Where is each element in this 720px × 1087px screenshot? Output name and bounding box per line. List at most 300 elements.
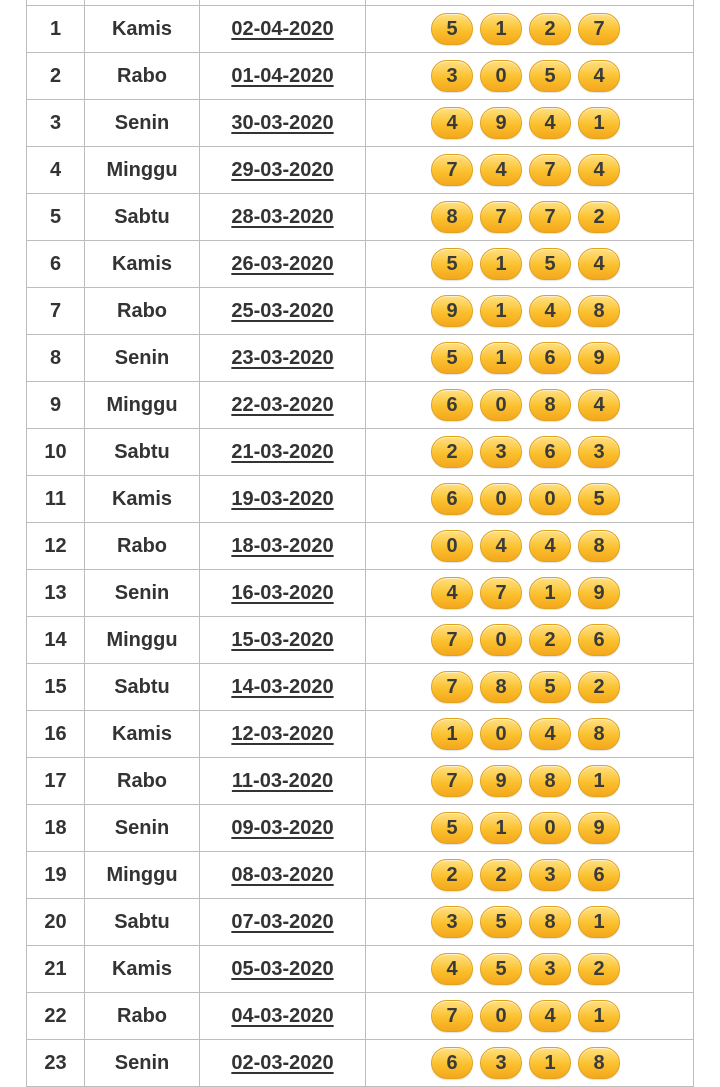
date-link[interactable]: 07-03-2020 bbox=[231, 910, 334, 933]
result-digit-ball: 4 bbox=[431, 577, 473, 609]
row-result bbox=[366, 429, 694, 476]
row-date bbox=[200, 664, 366, 711]
row-date bbox=[200, 335, 366, 382]
table-row bbox=[27, 382, 694, 429]
table-row bbox=[27, 6, 694, 53]
result-digit-ball: 4 bbox=[529, 1000, 571, 1032]
result-digit-ball: 2 bbox=[431, 436, 473, 468]
row-number bbox=[27, 194, 85, 241]
result-digit-ball: 8 bbox=[529, 765, 571, 797]
result-digit-ball: 3 bbox=[431, 60, 473, 92]
result-digit-ball: 3 bbox=[431, 906, 473, 938]
result-digit-ball: 5 bbox=[529, 248, 571, 280]
row-date bbox=[200, 570, 366, 617]
row-number-text: 9 bbox=[49, 393, 62, 416]
result-digit-ball: 3 bbox=[480, 1047, 522, 1079]
row-day bbox=[85, 100, 200, 147]
result-digit-ball: 1 bbox=[480, 295, 522, 327]
result-digit-ball: 4 bbox=[529, 530, 571, 562]
date-link[interactable]: 28-03-2020 bbox=[231, 205, 334, 228]
result-balls bbox=[366, 1047, 693, 1079]
row-number-text: 12 bbox=[44, 534, 67, 557]
result-digit-ball: 1 bbox=[480, 248, 522, 280]
row-number-text: 22 bbox=[44, 1004, 67, 1027]
row-day-text: Minggu bbox=[106, 628, 178, 651]
row-date bbox=[200, 194, 366, 241]
result-digit-ball: 7 bbox=[480, 201, 522, 233]
result-digit-ball: 7 bbox=[529, 201, 571, 233]
result-digit-ball: 8 bbox=[529, 389, 571, 421]
result-balls bbox=[366, 389, 693, 421]
result-digit-ball: 4 bbox=[578, 248, 620, 280]
date-link[interactable]: 15-03-2020 bbox=[231, 628, 334, 651]
row-result bbox=[366, 899, 694, 946]
table-row bbox=[27, 993, 694, 1040]
result-digit-ball: 5 bbox=[431, 812, 473, 844]
row-number-text: 3 bbox=[49, 111, 62, 134]
result-digit-ball: 4 bbox=[529, 107, 571, 139]
result-digit-ball: 7 bbox=[480, 577, 522, 609]
result-digit-ball: 1 bbox=[480, 13, 522, 45]
result-digit-ball: 1 bbox=[529, 1047, 571, 1079]
result-digit-ball: 5 bbox=[480, 953, 522, 985]
result-digit-ball: 8 bbox=[578, 1047, 620, 1079]
row-day bbox=[85, 1040, 200, 1087]
result-digit-ball: 6 bbox=[431, 389, 473, 421]
row-result bbox=[366, 382, 694, 429]
row-day-text: Rabo bbox=[117, 769, 167, 792]
row-day bbox=[85, 805, 200, 852]
result-digit-ball: 2 bbox=[578, 201, 620, 233]
row-number bbox=[27, 429, 85, 476]
result-digit-ball: 5 bbox=[431, 342, 473, 374]
date-link[interactable]: 23-03-2020 bbox=[231, 346, 334, 369]
result-digit-ball: 3 bbox=[578, 436, 620, 468]
row-number bbox=[27, 852, 85, 899]
row-result bbox=[366, 758, 694, 805]
row-number bbox=[27, 570, 85, 617]
table-row bbox=[27, 1040, 694, 1087]
result-digit-ball: 0 bbox=[480, 1000, 522, 1032]
table-row bbox=[27, 335, 694, 382]
date-link[interactable]: 21-03-2020 bbox=[231, 440, 334, 463]
row-day bbox=[85, 288, 200, 335]
result-balls bbox=[366, 577, 693, 609]
result-digit-ball: 9 bbox=[480, 107, 522, 139]
row-number bbox=[27, 241, 85, 288]
result-digit-ball: 6 bbox=[578, 859, 620, 891]
row-day-text: Rabo bbox=[117, 64, 167, 87]
date-link[interactable]: 08-03-2020 bbox=[231, 863, 334, 886]
result-digit-ball: 5 bbox=[529, 671, 571, 703]
date-link[interactable]: 18-03-2020 bbox=[231, 534, 334, 557]
result-balls bbox=[366, 295, 693, 327]
row-number-text: 23 bbox=[44, 1051, 67, 1074]
row-day-text: Rabo bbox=[117, 534, 167, 557]
row-result bbox=[366, 664, 694, 711]
row-number-text: 11 bbox=[44, 487, 67, 510]
row-day-text: Senin bbox=[114, 816, 170, 839]
result-digit-ball: 1 bbox=[578, 1000, 620, 1032]
row-result bbox=[366, 194, 694, 241]
result-digit-ball: 5 bbox=[431, 248, 473, 280]
row-number-text: 4 bbox=[49, 158, 62, 181]
table-row bbox=[27, 805, 694, 852]
result-digit-ball: 0 bbox=[480, 389, 522, 421]
result-balls bbox=[366, 906, 693, 938]
results-table bbox=[26, 0, 694, 1087]
row-number bbox=[27, 53, 85, 100]
row-day bbox=[85, 946, 200, 993]
row-result bbox=[366, 53, 694, 100]
result-digit-ball: 9 bbox=[578, 577, 620, 609]
row-result bbox=[366, 617, 694, 664]
result-balls bbox=[366, 718, 693, 750]
date-link[interactable]: 22-03-2020 bbox=[231, 393, 334, 416]
result-digit-ball: 0 bbox=[480, 483, 522, 515]
result-balls bbox=[366, 953, 693, 985]
row-date bbox=[200, 53, 366, 100]
result-digit-ball: 0 bbox=[480, 624, 522, 656]
row-number bbox=[27, 382, 85, 429]
row-date bbox=[200, 241, 366, 288]
row-number-text: 1 bbox=[49, 17, 62, 40]
table-row bbox=[27, 946, 694, 993]
row-date bbox=[200, 6, 366, 53]
row-number bbox=[27, 100, 85, 147]
row-number-text: 21 bbox=[44, 957, 67, 980]
result-digit-ball: 3 bbox=[529, 859, 571, 891]
row-date bbox=[200, 288, 366, 335]
row-result bbox=[366, 993, 694, 1040]
row-result bbox=[366, 946, 694, 993]
table-row bbox=[27, 570, 694, 617]
result-digit-ball: 6 bbox=[578, 624, 620, 656]
result-digit-ball: 0 bbox=[529, 812, 571, 844]
result-digit-ball: 2 bbox=[529, 624, 571, 656]
date-link[interactable]: 16-03-2020 bbox=[231, 581, 334, 604]
result-digit-ball: 2 bbox=[578, 671, 620, 703]
row-date bbox=[200, 946, 366, 993]
date-link[interactable]: 14-03-2020 bbox=[231, 675, 334, 698]
row-day-text: Rabo bbox=[117, 299, 167, 322]
result-digit-ball: 1 bbox=[480, 342, 522, 374]
result-digit-ball: 4 bbox=[578, 60, 620, 92]
result-balls bbox=[366, 1000, 693, 1032]
table-row bbox=[27, 758, 694, 805]
result-digit-ball: 9 bbox=[578, 342, 620, 374]
result-digit-ball: 1 bbox=[431, 718, 473, 750]
row-number-text: 6 bbox=[49, 252, 62, 275]
row-result bbox=[366, 335, 694, 382]
row-day bbox=[85, 476, 200, 523]
result-balls bbox=[366, 201, 693, 233]
row-number-text: 5 bbox=[49, 205, 62, 228]
row-day-text: Minggu bbox=[106, 158, 178, 181]
table-row bbox=[27, 194, 694, 241]
row-result bbox=[366, 570, 694, 617]
row-number-text: 16 bbox=[44, 722, 67, 745]
date-link[interactable]: 29-03-2020 bbox=[231, 158, 334, 181]
result-digit-ball: 5 bbox=[529, 60, 571, 92]
row-number-text: 19 bbox=[44, 863, 67, 886]
result-digit-ball: 6 bbox=[431, 1047, 473, 1079]
row-date bbox=[200, 523, 366, 570]
table-row bbox=[27, 241, 694, 288]
row-day-text: Kamis bbox=[111, 252, 173, 275]
result-balls bbox=[366, 342, 693, 374]
result-digit-ball: 8 bbox=[529, 906, 571, 938]
table-row bbox=[27, 711, 694, 758]
result-digit-ball: 1 bbox=[578, 765, 620, 797]
row-number-text: 14 bbox=[44, 628, 67, 651]
row-number bbox=[27, 1040, 85, 1087]
result-digit-ball: 4 bbox=[578, 154, 620, 186]
date-link[interactable]: 11-03-2020 bbox=[231, 769, 334, 792]
result-digit-ball: 9 bbox=[480, 765, 522, 797]
row-number bbox=[27, 664, 85, 711]
result-digit-ball: 9 bbox=[431, 295, 473, 327]
date-link[interactable]: 26-03-2020 bbox=[231, 252, 334, 275]
row-result bbox=[366, 711, 694, 758]
table-row bbox=[27, 100, 694, 147]
result-digit-ball: 8 bbox=[578, 530, 620, 562]
row-day-text: Minggu bbox=[106, 393, 178, 416]
table-row bbox=[27, 664, 694, 711]
result-balls bbox=[366, 624, 693, 656]
row-day bbox=[85, 382, 200, 429]
result-digit-ball: 8 bbox=[578, 718, 620, 750]
result-digit-ball: 7 bbox=[578, 13, 620, 45]
date-link[interactable]: 25-03-2020 bbox=[231, 299, 334, 322]
result-balls bbox=[366, 13, 693, 45]
date-link[interactable]: 05-03-2020 bbox=[231, 957, 334, 980]
result-digit-ball: 7 bbox=[431, 624, 473, 656]
result-balls bbox=[366, 436, 693, 468]
row-number bbox=[27, 805, 85, 852]
result-balls bbox=[366, 483, 693, 515]
row-number-text: 17 bbox=[44, 769, 67, 792]
date-link[interactable]: 02-04-2020 bbox=[231, 17, 334, 40]
date-link[interactable]: 30-03-2020 bbox=[231, 111, 334, 134]
result-balls bbox=[366, 765, 693, 797]
result-digit-ball: 0 bbox=[431, 530, 473, 562]
table-row bbox=[27, 617, 694, 664]
row-date bbox=[200, 993, 366, 1040]
result-digit-ball: 4 bbox=[431, 107, 473, 139]
date-link[interactable]: 12-03-2020 bbox=[231, 722, 334, 745]
result-digit-ball: 9 bbox=[578, 812, 620, 844]
row-result bbox=[366, 288, 694, 335]
row-day-text: Senin bbox=[114, 581, 170, 604]
row-number bbox=[27, 758, 85, 805]
row-day-text: Kamis bbox=[111, 487, 173, 510]
row-date bbox=[200, 617, 366, 664]
table-row bbox=[27, 523, 694, 570]
row-day-text: Kamis bbox=[111, 17, 173, 40]
result-digit-ball: 7 bbox=[431, 154, 473, 186]
row-number bbox=[27, 617, 85, 664]
date-link[interactable]: 19-03-2020 bbox=[231, 487, 334, 510]
row-day bbox=[85, 570, 200, 617]
row-day bbox=[85, 335, 200, 382]
result-digit-ball: 5 bbox=[578, 483, 620, 515]
row-number bbox=[27, 993, 85, 1040]
row-date bbox=[200, 382, 366, 429]
result-digit-ball: 8 bbox=[578, 295, 620, 327]
row-day-text: Sabtu bbox=[114, 205, 170, 228]
row-day bbox=[85, 53, 200, 100]
row-number bbox=[27, 523, 85, 570]
row-number bbox=[27, 6, 85, 53]
row-date bbox=[200, 711, 366, 758]
result-balls bbox=[366, 248, 693, 280]
result-digit-ball: 4 bbox=[431, 953, 473, 985]
row-result bbox=[366, 1040, 694, 1087]
result-balls bbox=[366, 107, 693, 139]
result-digit-ball: 2 bbox=[578, 953, 620, 985]
result-digit-ball: 0 bbox=[480, 60, 522, 92]
row-number bbox=[27, 946, 85, 993]
table-row bbox=[27, 429, 694, 476]
result-digit-ball: 4 bbox=[529, 295, 571, 327]
row-day-text: Rabo bbox=[117, 1004, 167, 1027]
table-row bbox=[27, 53, 694, 100]
result-digit-ball: 8 bbox=[480, 671, 522, 703]
result-digit-ball: 2 bbox=[480, 859, 522, 891]
row-day bbox=[85, 711, 200, 758]
result-digit-ball: 3 bbox=[480, 436, 522, 468]
result-digit-ball: 7 bbox=[431, 671, 473, 703]
row-result bbox=[366, 523, 694, 570]
row-day bbox=[85, 523, 200, 570]
row-result bbox=[366, 147, 694, 194]
row-day-text: Kamis bbox=[111, 722, 173, 745]
row-day-text: Senin bbox=[114, 1051, 170, 1074]
result-digit-ball: 0 bbox=[480, 718, 522, 750]
result-balls bbox=[366, 60, 693, 92]
result-digit-ball: 6 bbox=[529, 436, 571, 468]
row-day bbox=[85, 899, 200, 946]
result-digit-ball: 7 bbox=[431, 1000, 473, 1032]
date-link[interactable]: 09-03-2020 bbox=[231, 816, 334, 839]
row-date bbox=[200, 476, 366, 523]
row-date bbox=[200, 805, 366, 852]
row-result bbox=[366, 852, 694, 899]
row-date bbox=[200, 100, 366, 147]
row-result bbox=[366, 476, 694, 523]
row-day bbox=[85, 993, 200, 1040]
row-date bbox=[200, 758, 366, 805]
row-number-text: 7 bbox=[49, 299, 62, 322]
row-day bbox=[85, 194, 200, 241]
result-digit-ball: 0 bbox=[529, 483, 571, 515]
result-digit-ball: 1 bbox=[578, 906, 620, 938]
row-number-text: 2 bbox=[49, 64, 62, 87]
table-row bbox=[27, 288, 694, 335]
row-date bbox=[200, 429, 366, 476]
row-number bbox=[27, 899, 85, 946]
result-digit-ball: 4 bbox=[480, 530, 522, 562]
row-day-text: Sabtu bbox=[114, 675, 170, 698]
table-row bbox=[27, 899, 694, 946]
row-day-text: Senin bbox=[114, 346, 170, 369]
row-number-text: 13 bbox=[44, 581, 67, 604]
row-day-text: Kamis bbox=[111, 957, 173, 980]
date-link[interactable]: 04-03-2020 bbox=[231, 1004, 334, 1027]
row-day bbox=[85, 758, 200, 805]
row-day-text: Sabtu bbox=[114, 440, 170, 463]
result-digit-ball: 6 bbox=[431, 483, 473, 515]
date-link[interactable]: 01-04-2020 bbox=[231, 64, 334, 87]
table-row bbox=[27, 852, 694, 899]
row-day bbox=[85, 147, 200, 194]
row-result bbox=[366, 241, 694, 288]
result-digit-ball: 1 bbox=[578, 107, 620, 139]
row-number-text: 10 bbox=[44, 440, 67, 463]
row-number-text: 18 bbox=[44, 816, 67, 839]
result-balls bbox=[366, 859, 693, 891]
row-number-text: 8 bbox=[49, 346, 62, 369]
result-balls bbox=[366, 812, 693, 844]
result-digit-ball: 4 bbox=[578, 389, 620, 421]
result-digit-ball: 4 bbox=[529, 718, 571, 750]
result-digit-ball: 7 bbox=[431, 765, 473, 797]
result-digit-ball: 7 bbox=[529, 154, 571, 186]
row-date bbox=[200, 899, 366, 946]
row-number bbox=[27, 288, 85, 335]
row-number bbox=[27, 711, 85, 758]
row-number bbox=[27, 476, 85, 523]
row-result bbox=[366, 805, 694, 852]
row-day bbox=[85, 664, 200, 711]
result-digit-ball: 5 bbox=[480, 906, 522, 938]
result-balls bbox=[366, 154, 693, 186]
result-digit-ball: 8 bbox=[431, 201, 473, 233]
row-day bbox=[85, 852, 200, 899]
row-number bbox=[27, 147, 85, 194]
row-date bbox=[200, 1040, 366, 1087]
row-date bbox=[200, 147, 366, 194]
row-result bbox=[366, 6, 694, 53]
row-date bbox=[200, 852, 366, 899]
row-day-text: Sabtu bbox=[114, 910, 170, 933]
row-number-text: 20 bbox=[44, 910, 67, 933]
row-day bbox=[85, 617, 200, 664]
result-digit-ball: 2 bbox=[529, 13, 571, 45]
row-day bbox=[85, 429, 200, 476]
result-digit-ball: 5 bbox=[431, 13, 473, 45]
row-day bbox=[85, 241, 200, 288]
row-result bbox=[366, 100, 694, 147]
result-digit-ball: 6 bbox=[529, 342, 571, 374]
row-day-text: Senin bbox=[114, 111, 170, 134]
table-row bbox=[27, 147, 694, 194]
row-number bbox=[27, 335, 85, 382]
result-digit-ball: 3 bbox=[529, 953, 571, 985]
result-digit-ball: 4 bbox=[480, 154, 522, 186]
result-digit-ball: 1 bbox=[480, 812, 522, 844]
date-link[interactable]: 02-03-2020 bbox=[231, 1051, 334, 1074]
row-day bbox=[85, 6, 200, 53]
result-balls bbox=[366, 530, 693, 562]
row-day-text: Minggu bbox=[106, 863, 178, 886]
table-row bbox=[27, 476, 694, 523]
result-balls bbox=[366, 671, 693, 703]
row-number-text: 15 bbox=[44, 675, 67, 698]
results-table-body bbox=[27, 0, 694, 1087]
result-digit-ball: 1 bbox=[529, 577, 571, 609]
